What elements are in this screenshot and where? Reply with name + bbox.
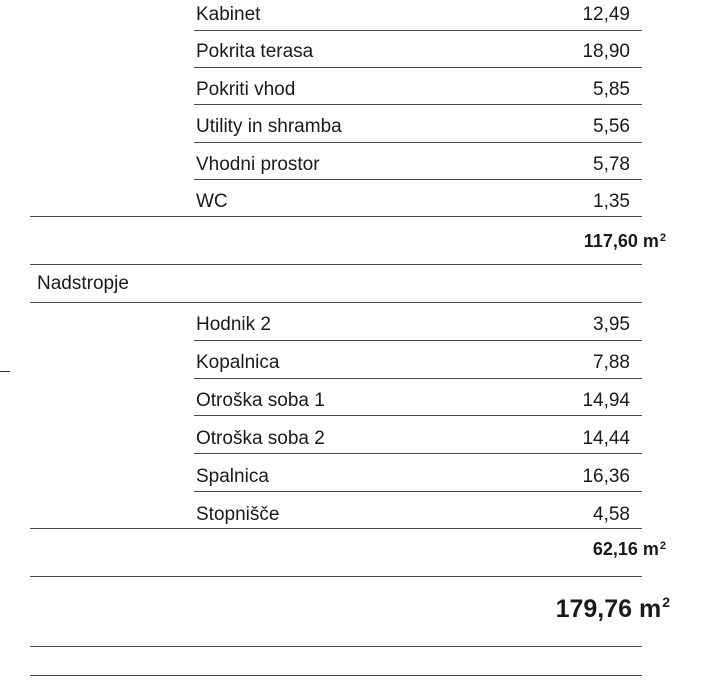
- room-area: 1,35: [593, 191, 630, 212]
- table-row: [194, 304, 642, 340]
- row-divider: [194, 67, 642, 68]
- room-area: 16,36: [582, 466, 630, 487]
- section-title: Nadstropje: [37, 273, 129, 294]
- table-row: [194, 456, 642, 492]
- table-row: [194, 0, 642, 30]
- table-row: [194, 342, 642, 378]
- row-divider: [194, 179, 642, 180]
- room-area: 5,85: [593, 79, 630, 100]
- room-area: 12,49: [582, 4, 630, 25]
- table-row: [194, 144, 642, 180]
- room-area: 4,58: [593, 504, 630, 525]
- room-name: Spalnica: [196, 466, 269, 487]
- room-area: 3,95: [593, 314, 630, 335]
- room-name: WC: [196, 191, 228, 212]
- room-area: 5,78: [593, 154, 630, 175]
- room-area: 7,88: [593, 352, 630, 373]
- section-divider: [30, 528, 642, 529]
- grand-total: 179,76 $m^2$: [555, 594, 670, 623]
- room-name: Stopnišče: [196, 504, 280, 525]
- room-area: 14,94: [582, 390, 630, 411]
- room-name: Otroška soba 2: [196, 428, 325, 449]
- room-name: Hodnik 2: [196, 314, 271, 335]
- section-divider: [30, 302, 642, 303]
- section-divider: [30, 264, 642, 265]
- room-name: Kabinet: [196, 4, 261, 25]
- table-row: [194, 181, 642, 217]
- room-area: 14,44: [582, 428, 630, 449]
- room-name: Vhodni prostor: [196, 154, 320, 175]
- table-row: [194, 31, 642, 67]
- room-area: 18,90: [582, 41, 630, 62]
- row-divider: [194, 453, 642, 454]
- row-divider: [194, 378, 642, 379]
- room-name: Kopalnica: [196, 352, 280, 373]
- margin-tick: [0, 371, 10, 372]
- section-divider: [30, 646, 642, 647]
- table-row: [194, 69, 642, 105]
- table-row: [194, 418, 642, 454]
- section-divider: [30, 576, 642, 577]
- room-name: Pokriti vhod: [196, 79, 296, 100]
- section-divider: [30, 675, 642, 676]
- row-divider: [194, 142, 642, 143]
- row-divider: [194, 491, 642, 492]
- table-row: [194, 106, 642, 142]
- ground-floor-total: 117,60 $m^2$: [583, 231, 666, 251]
- room-name: Pokrita terasa: [196, 41, 314, 62]
- room-name: Utility in shramba: [196, 116, 342, 137]
- row-divider: [194, 340, 642, 341]
- room-name: Otroška soba 1: [196, 390, 325, 411]
- upper-floor-total: 62,16 $m^2$: [592, 539, 666, 559]
- section-divider: [30, 216, 642, 217]
- row-divider: [194, 415, 642, 416]
- table-row: [194, 380, 642, 416]
- table-row: [194, 494, 642, 530]
- room-area: 5,56: [593, 116, 630, 137]
- row-divider: [194, 104, 642, 105]
